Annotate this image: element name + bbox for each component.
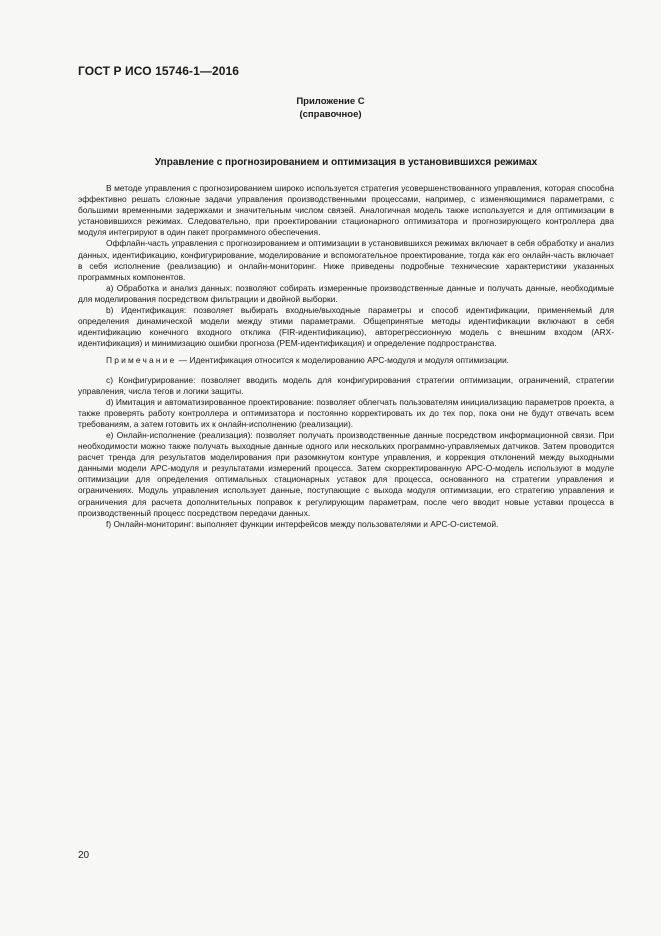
- paragraph: а) Обработка и анализ данных: позволяют собирать измеренные производственные данные и получать данные, необходимые для моделирования посредством фильтрации и двойной выборки.: [78, 282, 614, 304]
- document-body: [78, 183, 614, 530]
- paragraph: с) Конфигурирование: позволяет вводить модель для конфигурирования стратегии оптимизации, ограничений, стратегии управления, числа тегов и логики защиты.: [78, 374, 614, 396]
- annex-title: Приложение С: [296, 96, 365, 107]
- note: [78, 355, 614, 366]
- paragraph: Оффлайн-часть управления с прогнозированием и оптимизации в установившихся режимах включает в себя обработку и анализ данных, идентификацию, конфигурирование, моделирование и вспомогательное проектирование, тогда как его онлайн-часть включает в себя исполнение (реализацию) и онлайн-мониторинг. Ниже приведены подробные технические характеристики указанных программных компонентов.: [78, 238, 614, 282]
- section-title: Управление с прогнозированием и оптимизация в установившихся режимах: [154, 157, 538, 168]
- paragraph: d) Имитация и автоматизированное проектирование: позволяет облегчать пользователям инициализацию параметров проекта, а также проверять работу контроллера и оптимизатора и постоянно корректировать их до тех пор, пока они не будут отвечать всем требованиям, а затем готовить их к онлайн-исполнению (реализации).: [78, 396, 614, 429]
- paragraph: b) Идентификация: позволяет выбирать входные/выходные параметры и способ идентификации, применяемый для определения динамической модели между этими параметрами. Общепринятые методы идентификации включают в себя идентификацию конечного входного отклика (FIR-идентификацию), авторегрессионную модель с внешним входом (ARX-идентификация) и минимизацию ошибки прогноза (PEM-идентификация) и определение подпространства.: [78, 305, 614, 349]
- paragraph: В методе управления с прогнозированием широко используется стратегия усовершенствованного управления, которая способна эффективно решать сложные задачи управления производственными процессами, например, с изменяющимися параметрами, с большими временными задержками и значительным числом связей. Аналогичная модель также используется и для оптимизации в установившихся режимах. Следовательно, при проектировании стационарного оптимизатора и прогнозирующего контроллера два модуля интегрируют в один пакет программного обеспечения.: [78, 183, 614, 238]
- paragraph: f) Онлайн-мониторинг: выполняет функции интерфейсов между пользователями и АРС-О-системой.: [106, 518, 499, 529]
- document-header: ГОСТ Р ИСО 15746-1—2016: [78, 64, 240, 78]
- annex-subtitle: (справочное): [299, 109, 362, 120]
- page-number: 20: [78, 850, 90, 861]
- note-text: — Идентификация относится к моделированию АРС-модуля и модуля оптимизации.: [176, 355, 509, 366]
- note-label: Примечание: [106, 355, 177, 366]
- paragraph: е) Онлайн-исполнение (реализация): позволяет получать производственные данные посредством информационной связи. При необходимости можно также получать выходные данные одного или нескольких программно-управляемых датчиков. Затем проводится расчет тренда для результатов моделирования при разомкнутом контуре управления, и коррекция отклонений между выходными данными модели АРС-модуля и результатами измерений процесса. Затем скорректированную АРС-О-модель используют в модуле оптимизации для определения оптимальных стационарных уставок для процесса, основанного на стратегии управления и ограничениях. Модуль управления использует данные, поступающие с выхода модуля оптимизации, его стратегию управления и ограничения для расчета дополнительных поправок к регулирующим параметрам, после чего вводит новые уставки процесса в производственный процесс посредством передачи данных.: [78, 429, 614, 518]
